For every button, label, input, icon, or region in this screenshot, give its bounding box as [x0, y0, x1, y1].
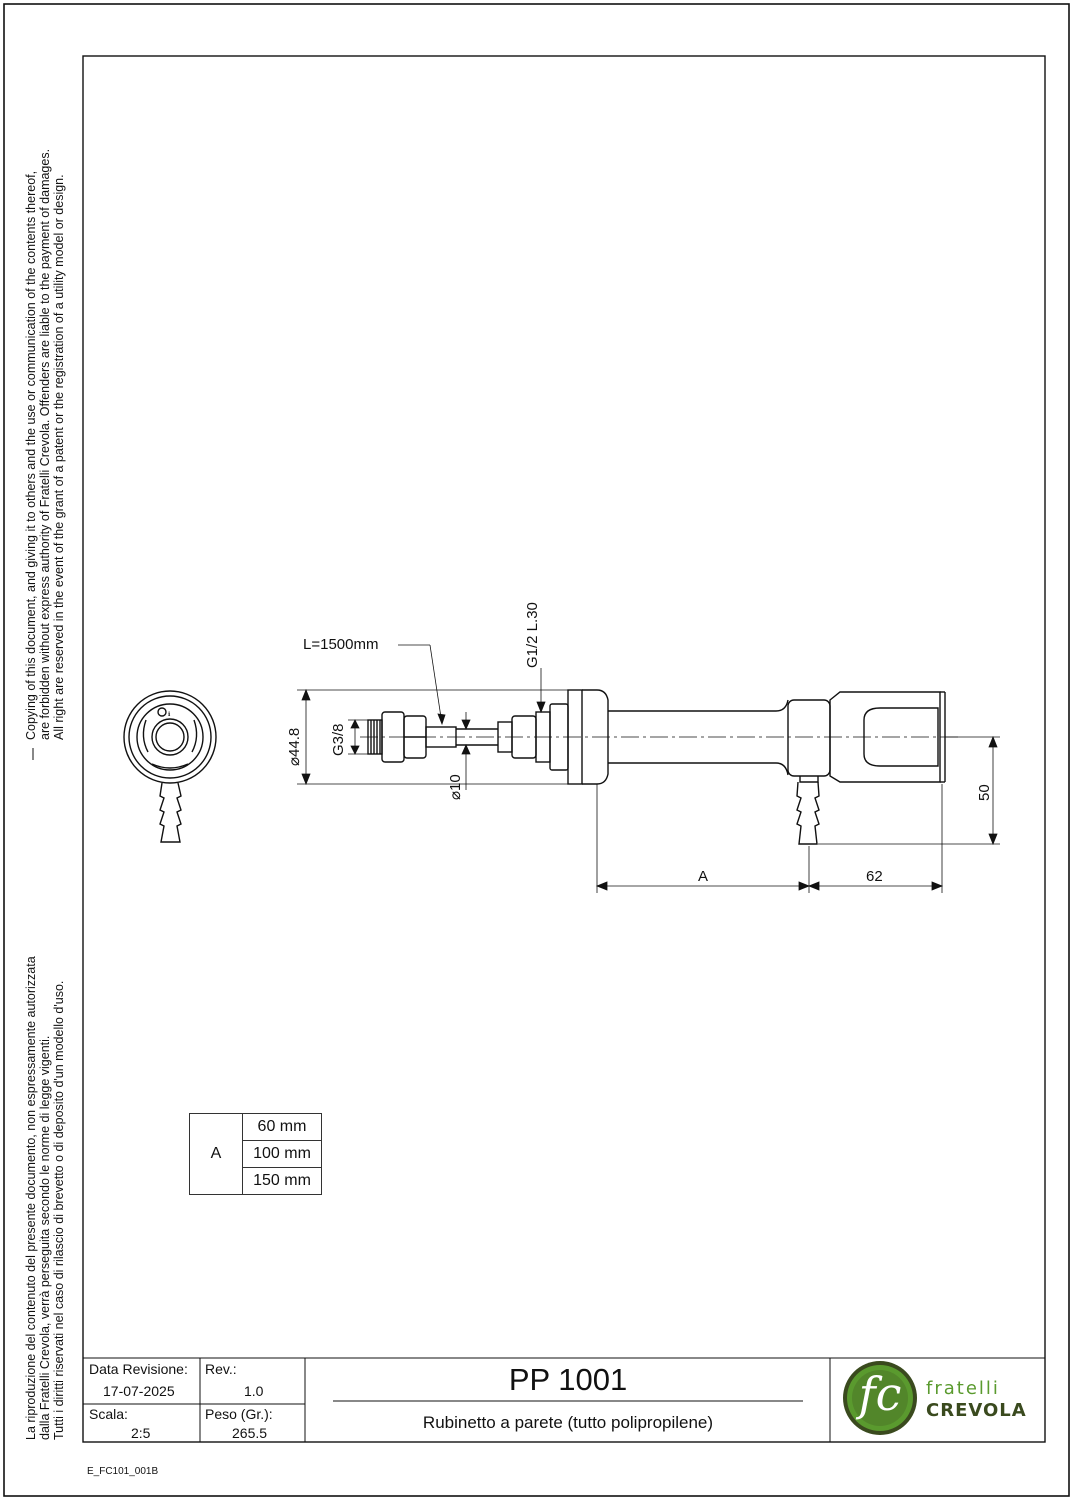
dim-length-62: 62 [866, 868, 883, 885]
dim-length-callout: L=1500mm [303, 636, 379, 653]
logo-line-1: fratelli [926, 1378, 1000, 1399]
copyright-it-line-3: Tutti i diritti riservati nel caso di rilascio di brevetto o di deposito d'un modello d'uso. [52, 980, 66, 1440]
copyright-it [24, 956, 66, 1440]
copyright-en-line-3: All right are reserved in the event of the grant of a patent or the registration of a utility model or design. [52, 174, 66, 740]
dim-height-50 [976, 784, 993, 801]
rev-value: 1.0 [244, 1383, 264, 1399]
diameter-symbol: ⌀ [286, 756, 303, 766]
copyright-en-line-2: are forbidden without express authority of Fratelli Crevola. Offenders are liable to the payment of damages. [38, 148, 52, 740]
product-code: PP 1001 [508, 1362, 628, 1397]
dim-diameter-10-value: 10 [447, 774, 464, 791]
a-values-table [189, 1113, 322, 1195]
scala-value: 2:5 [131, 1425, 151, 1441]
dim-thread-outlet [524, 602, 541, 668]
logo-monogram-text: fc [858, 1367, 902, 1421]
data-revisione-value: 17-07-2025 [103, 1383, 175, 1399]
copyright-en [24, 149, 66, 740]
scala-label: Scala: [89, 1406, 128, 1422]
copyright-it-line-2: dalla Fratelli Crevola, verrà perseguita secondo le norme di legge vigenti. [38, 1035, 52, 1440]
dimension-lines [297, 645, 1000, 893]
a-table-value: 150 mm [243, 1168, 322, 1195]
dim-thread-outlet-text: G1/2 L.30 [524, 602, 541, 668]
side-view [368, 690, 945, 844]
dim-height-50-text: 50 [976, 784, 993, 801]
peso-label: Peso (Gr.): [205, 1406, 273, 1422]
peso-value: 265.5 [232, 1425, 268, 1441]
a-table-label: A [190, 1114, 243, 1195]
diameter-symbol: ⌀ [447, 790, 464, 800]
dim-length-a: A [698, 868, 709, 885]
dim-diameter-44 [285, 728, 303, 766]
dim-diameter-44-value: 44.8 [286, 727, 303, 757]
logo-line-2: CREVOLA [926, 1400, 1027, 1421]
dim-diameter-10 [446, 774, 464, 800]
copyright-it-line-1: La riproduzione del contenuto del presente documento, non espressamente autorizzata [24, 956, 38, 1440]
drawing-frame [83, 56, 1045, 1442]
product-description: Rubinetto a parete (tutto polipropilene) [422, 1413, 714, 1432]
document-code: E_FC101_001B [87, 1466, 159, 1477]
dim-thread-inlet-text: G3/8 [330, 723, 347, 756]
a-table-value: 100 mm [243, 1141, 322, 1168]
copyright-en-line-1: Copying of this document, and giving it to others and the use or communication of the contents thereof, [24, 170, 38, 740]
rev-label: Rev.: [205, 1361, 237, 1377]
front-view [124, 691, 216, 842]
dim-thread-inlet [330, 723, 347, 756]
svg-text:ℹ: ℹ [168, 712, 171, 718]
a-table-value: 60 mm [243, 1114, 322, 1141]
data-revisione-label: Data Revisione: [89, 1361, 188, 1377]
